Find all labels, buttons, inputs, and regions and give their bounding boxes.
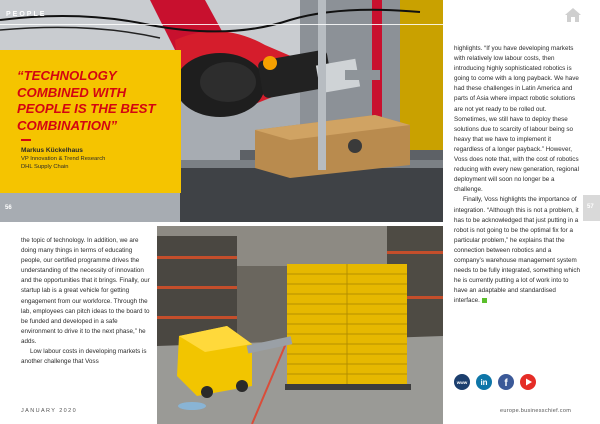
page-number-left: 56 xyxy=(5,205,12,211)
end-mark-icon xyxy=(482,298,487,303)
issue-date: JANUARY 2020 xyxy=(21,408,78,414)
page-number-right: 57 xyxy=(587,204,594,210)
quote-divider xyxy=(21,139,31,141)
page-tab-right xyxy=(583,195,600,221)
website-url[interactable]: europe.businesschief.com xyxy=(500,408,572,414)
right-paragraph-2-text: Finally, Voss highlights the importance of integration. “Although this is not a problem, it has to be acknowledged that just putting in a robot is not going to be the optimal fix for a particular problem,” he explains that the connection between robotics and a company’s warehouse management system needs to be fully integrated, something which he is currently putting a lot of work into to have an adaptable and standardised interface. xyxy=(454,196,581,305)
left-text-column xyxy=(21,236,150,367)
warehouse-robot-photo xyxy=(157,226,443,424)
facebook-icon-label: f xyxy=(504,378,508,389)
facebook-icon[interactable] xyxy=(498,374,514,390)
quote-author-company: DHL Supply Chain xyxy=(21,164,69,170)
left-paragraph-1: the topic of technology. In addition, we are doing many things in terms of educating people, our certified programme drives the understanding of the necessity of innovation and the opportunities that it brings. Finally, our startup lab is a great vehicle for getting engagement from our workforce. Through the lab, employees can pitch ideas to the board to be funded and developed in a safe environment to drive it to the next phase,” he adds. xyxy=(21,237,150,345)
pull-quote-text: “TECHNOLOGY COMBINED WITH PEOPLE IS THE BEST COMBINATION” xyxy=(17,68,156,133)
right-text-column xyxy=(454,44,580,306)
right-paragraph-2 xyxy=(454,195,580,306)
section-header: PEOPLE xyxy=(6,11,47,18)
quote-author-name: Markus Kückelhaus xyxy=(21,147,83,154)
warehouse-illustration xyxy=(157,226,443,424)
www-icon-label: www xyxy=(456,380,468,385)
youtube-icon[interactable] xyxy=(520,374,536,390)
linkedin-icon[interactable] xyxy=(476,374,492,390)
home-icon[interactable] xyxy=(564,7,582,23)
header-divider xyxy=(0,24,592,25)
right-paragraph-1: highlights. “If you have developing markets with relatively low labour costs, then introducing highly sophisticated robotics is going to come with a long payback. We have had these challenges in Latin America and parts of Asia where impact robotic solutions are not yet ready to be rolled out. Sometimes, we still have to deploy these solutions due to scarcity of labour being so heavy that we have to implement it regardless of a longer payback.” However, Voss does note that, with the cost of robotics reducing with every new generation, regional deployment will soon no longer be a challenge. xyxy=(454,45,579,194)
pull-quote-panel xyxy=(0,50,181,193)
www-icon[interactable] xyxy=(454,374,470,390)
left-paragraph-2: Low labour costs in developing markets is another challenge that Voss xyxy=(21,348,147,366)
quote-author-role: VP Innovation & Trend Research xyxy=(21,156,106,162)
linkedin-icon-label: in xyxy=(480,378,488,387)
